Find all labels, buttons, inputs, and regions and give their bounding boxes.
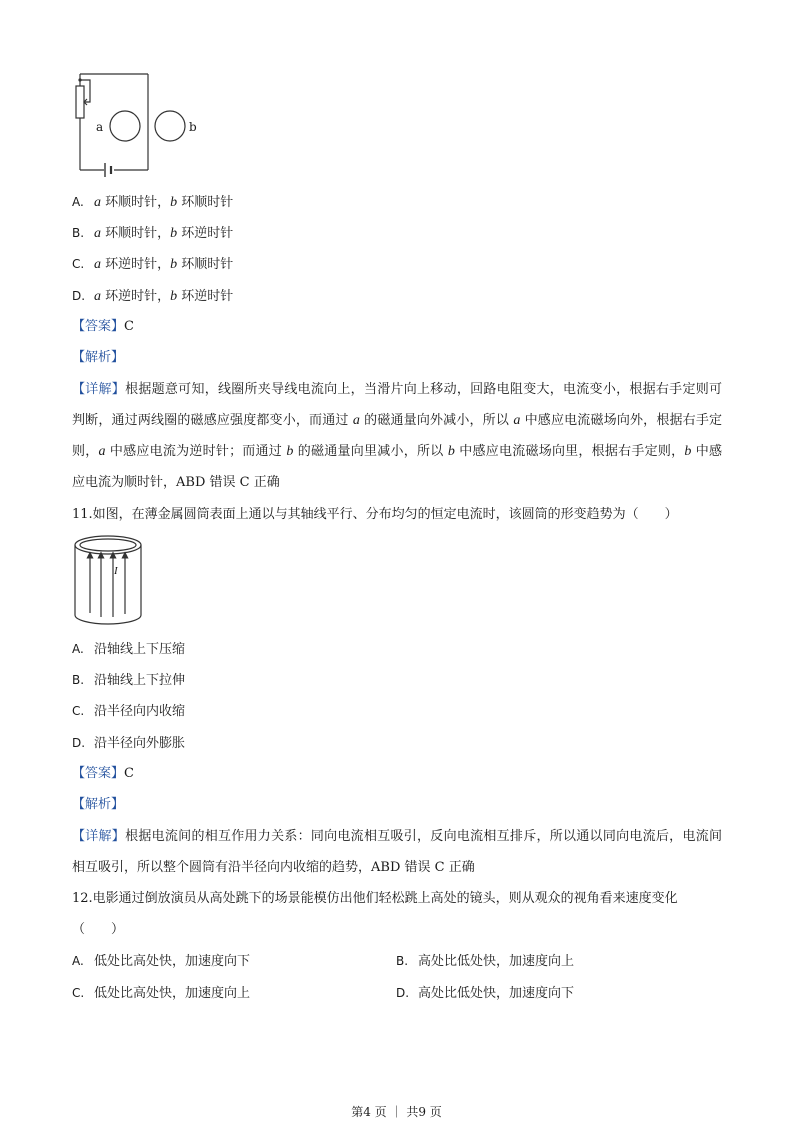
q11-option-d: D. 沿半径向外膨胀 [72, 736, 186, 751]
q11-option-b: B. 沿轴线上下拉伸 [72, 673, 186, 688]
current-label: I [114, 565, 118, 577]
q12-stem-bracket: （ ） [72, 922, 125, 937]
q11-option-c: C. 沿半径向内收缩 [72, 704, 186, 719]
q12-option-d: D. 高处比低处快，加速度向下 [396, 986, 575, 1001]
q11-answer: 【答案】C [72, 766, 134, 781]
page-footer: 第4 页 ｜ 共9 页 [351, 1105, 442, 1119]
q11-option-a: A. 沿轴线上下压缩 [72, 642, 186, 657]
q10-option-d: D. a 环逆时针，b 环逆时针 [72, 289, 234, 304]
cylinder-figure [72, 533, 144, 627]
q10-answer: 【答案】C [72, 319, 134, 334]
q11-stem: 11.如图，在薄金属圆筒表面上通以与其轴线平行、分布均匀的恒定电流时，该圆筒的形变趋势为（ ） [72, 507, 678, 522]
q11-analysis-tag: 【解析】 [72, 797, 125, 812]
q10-option-b: B. a 环顺时针，b 环逆时针 [72, 226, 234, 241]
q11-detail: 【详解】根据电流间的相互作用力关系：同向电流相互吸引，反向电流相互排斥，所以通以同向电流后，电流间相互吸引，所以整个圆筒有沿半径向内收缩的趋势，ABD 错误 C 正确 [72, 829, 722, 875]
q12-option-a: A. 低处比高处快，加速度向下 [72, 954, 251, 969]
q12-option-c: C. 低处比高处快，加速度向上 [72, 986, 251, 1001]
q10-option-c: C. a 环逆时针，b 环顺时针 [72, 257, 234, 272]
q12-option-b: B. 高处比低处快，加速度向上 [396, 954, 575, 969]
q10-option-a: A. a 环顺时针，b 环顺时针 [72, 195, 234, 210]
q12-stem: 12.电影通过倒放演员从高处跳下的场景能模仿出他们轻松跳上高处的镜头，则从观众的视角看来速度变化 [72, 891, 678, 906]
ring-a-label: a [96, 120, 104, 134]
q10-analysis-tag: 【解析】 [72, 350, 125, 365]
q10-detail: 【详解】根据题意可知，线圈所夹导线电流向上，当滑片向上移动，回路电阻变大，电流变小，根据右手定则可判断，通过两线圈的磁感应强度都变小，而通过 a 的磁通量向外减小，所以 a 中感应电流磁场向外，根据右手定则，a 中感应电流为逆时针；而通过 b 的磁通量向里减小，所以 b 中感应电流磁场向里，根据右手定则，b 中感应电流为顺时针，ABD 错误 C 正确 [72, 382, 722, 490]
ring-b-label: b [189, 120, 197, 134]
